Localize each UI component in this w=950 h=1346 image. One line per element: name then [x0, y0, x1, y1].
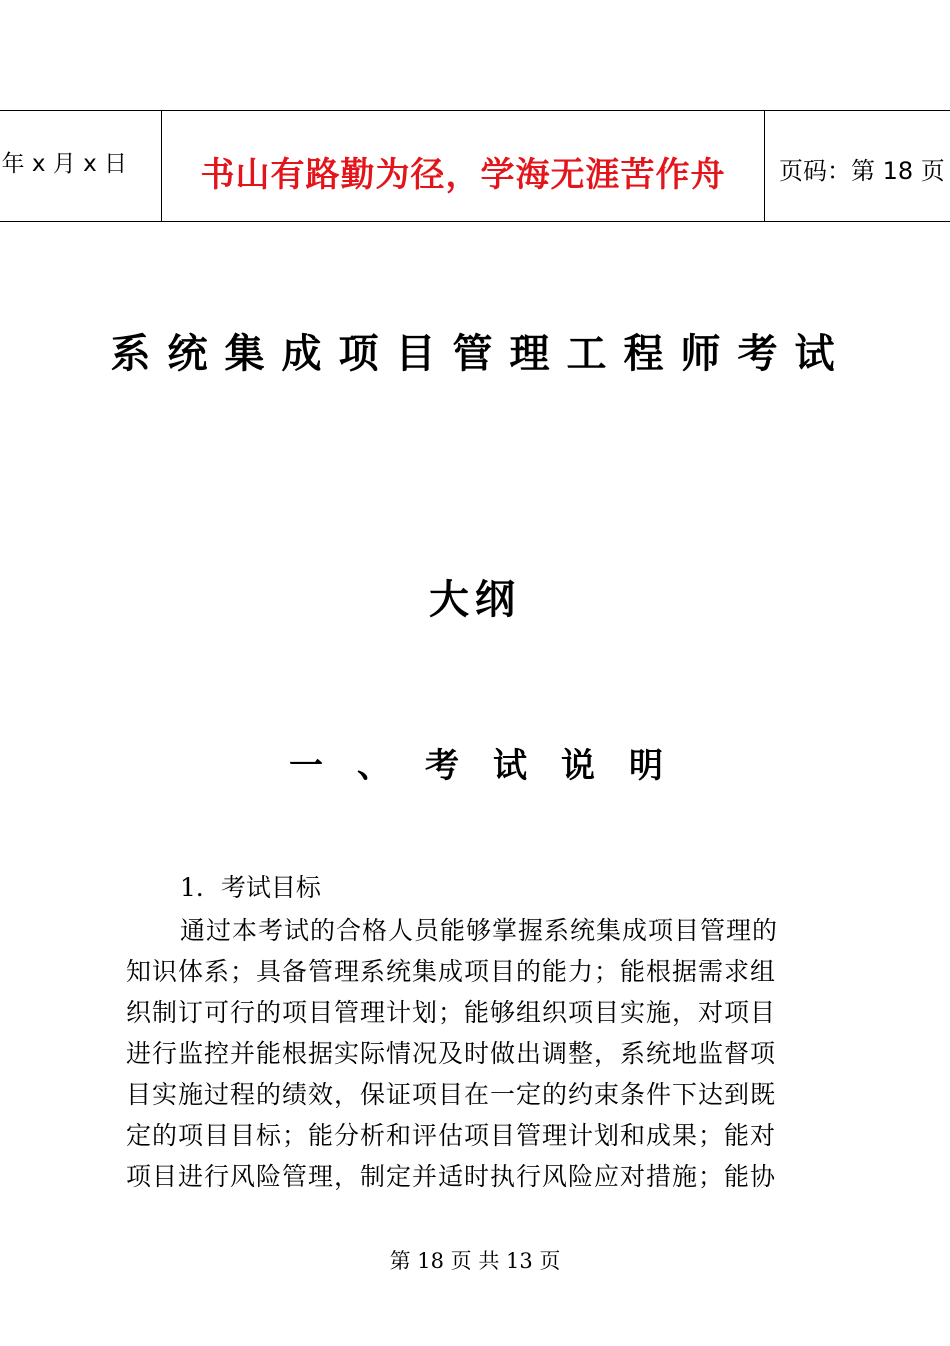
header-motto: 书山有路勤为径，学海无涯苦作舟	[200, 155, 726, 195]
footer-page-info: 第 18 页 共 13 页	[389, 1249, 561, 1273]
header-page-code: 页码：第 18 页	[779, 157, 945, 185]
paragraph-line: 定的项目目标；能分析和评估项目管理计划和成果；能对	[126, 1121, 777, 1150]
paragraph-line: 项目进行风险管理，制定并适时执行风险应对措施；能协	[126, 1162, 777, 1191]
section-heading: 一、考试说明	[289, 746, 697, 786]
header-table	[0, 110, 950, 222]
paragraph-line: 通过本考试的合格人员能够掌握系统集成项目管理的	[180, 916, 779, 945]
header-page-cell	[765, 111, 950, 221]
paragraph-line: 织制订可行的项目管理计划；能够组织项目实施，对项目	[126, 998, 777, 1027]
header-date: 年 x 月 x 日	[1, 151, 127, 177]
paragraph-line: 进行监控并能根据实际情况及时做出调整，系统地监督项	[126, 1039, 777, 1068]
paragraph-line: 知识体系；具备管理系统集成项目的能力；能根据需求组	[126, 957, 777, 986]
header-motto-cell	[162, 111, 765, 221]
item-title: 1．考试目标	[180, 873, 321, 902]
document-subtitle: 大纲	[429, 576, 521, 623]
paragraph-line: 目实施过程的绩效，保证项目在一定的约束条件下达到既	[126, 1080, 777, 1109]
document-title: 系统集成项目管理工程师考试	[110, 330, 852, 377]
header-date-cell	[0, 111, 162, 221]
